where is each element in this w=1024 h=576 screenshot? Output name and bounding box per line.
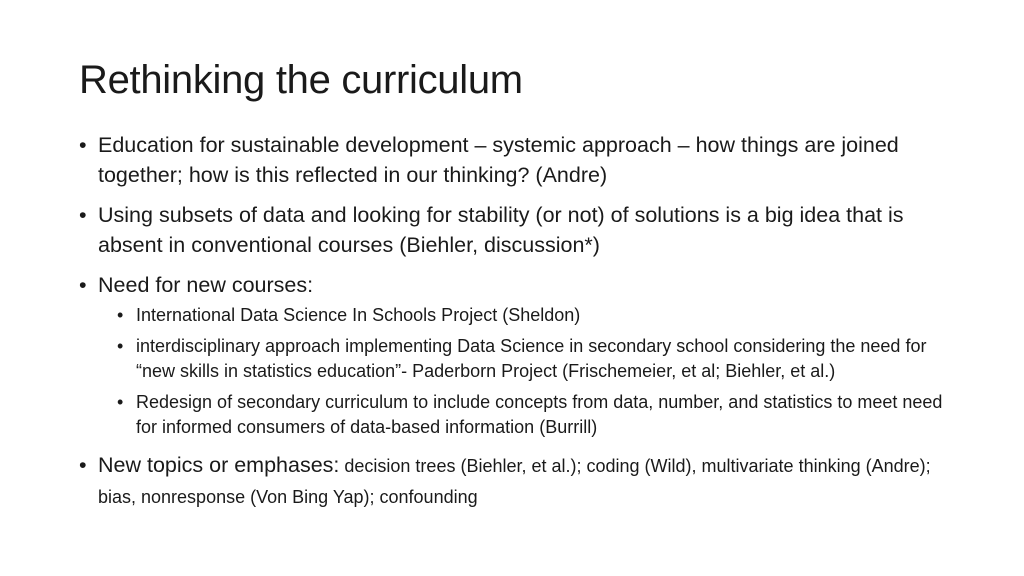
sub-bullet-item [98, 303, 959, 328]
sub-bullet-text: Redesign of secondary curriculum to include concepts from data, number, and statistics to meet need for informed consumers of data-based information (Burrill) [136, 392, 943, 437]
bullet-icon: • [79, 133, 87, 157]
sub-bullet-item [98, 334, 959, 384]
bullet-icon: • [79, 453, 87, 477]
sub-bullet-icon: • [117, 336, 124, 356]
bullet-item [79, 130, 959, 190]
bullet-icon: • [79, 273, 87, 297]
bullet-item [79, 270, 959, 440]
sub-bullet-icon: • [117, 392, 124, 412]
sub-bullet-text: International Data Science In Schools Project (Sheldon) [136, 305, 581, 325]
bullet-list [79, 130, 959, 512]
slide-content [79, 130, 959, 522]
sub-bullet-list [98, 303, 959, 440]
slide-title: Rethinking the curriculum [79, 58, 523, 102]
bullet-text: Education for sustainable development – systemic approach – how things are joined together; how is this reflected in our thinking? (Andre) [98, 133, 899, 187]
bullet-text: Using subsets of data and looking for stability (or not) of solutions is a big idea that is absent in conventional courses (Biehler, discussion*) [98, 203, 904, 257]
sub-bullet-item [98, 390, 959, 440]
bullet-text: decision trees (Biehler, et al.); coding (Wild), multivariate thinking (Andre); bias, nonresponse (Von Bing Yap); confounding [98, 456, 931, 507]
bullet-item [79, 200, 959, 260]
bullet-item [79, 450, 959, 512]
bullet-lead-text: New topics or emphases: [98, 453, 340, 477]
bullet-text: Need for new courses: [98, 273, 314, 297]
sub-bullet-icon: • [117, 305, 124, 325]
sub-bullet-text: interdisciplinary approach implementing Data Science in secondary school considering the need for “new skills in statistics education”- Paderborn Project (Frischemeier, et al; Biehler, et al.) [136, 336, 927, 381]
bullet-icon: • [79, 203, 87, 227]
